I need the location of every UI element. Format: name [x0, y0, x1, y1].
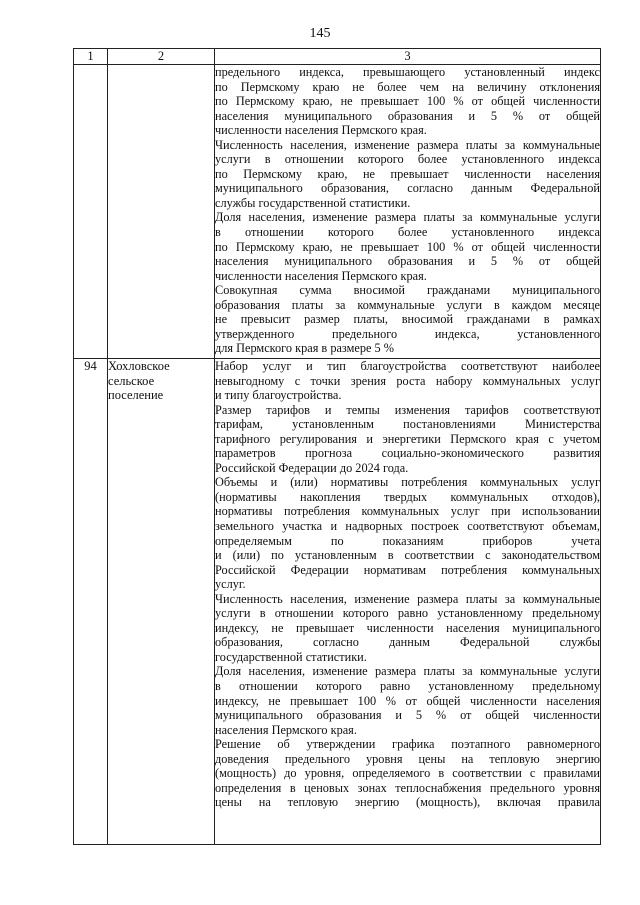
criteria-cell: [215, 359, 601, 845]
page-number: 145: [309, 26, 331, 41]
text-line: утвержденного предельного индекса, установленного: [215, 326, 600, 341]
text-line: и типу благоустройства.: [215, 388, 342, 403]
text-line: по Пермскому краю, не превышает численности населения: [215, 166, 600, 181]
text-line: образования платы за коммунальные услуги в каждом месяце: [215, 297, 600, 312]
column-header-2: 2: [108, 49, 215, 65]
text-line: не превысит размер платы, вносимой гражданами в рамках: [215, 312, 600, 327]
text-line: населения Пермского края.: [215, 722, 357, 737]
text-line: населения муниципального образования и 5 % от общей: [215, 254, 600, 269]
text-line: Набор услуг и тип благоустройства соответствуют наиболее: [215, 359, 600, 373]
text-line: Доля населения, изменение размера платы за коммунальные услуги: [215, 210, 600, 225]
text-line: Решение об утверждении графика поэтапного равномерного: [215, 737, 600, 752]
text-line: муниципального образования и 5 % от общей численности: [215, 708, 600, 723]
criteria-text: [215, 359, 600, 810]
text-line: в отношении которого равно установленному предельному: [215, 679, 600, 694]
column-header-1: 1: [74, 49, 108, 65]
text-line: услуги в отношении которого равно установленному предельному: [215, 606, 600, 621]
text-line: Размер тарифов и темпы изменения тарифов соответствуют: [215, 402, 600, 417]
text-line: образования, согласно данным Федеральной службы: [215, 635, 600, 650]
text-line: определения в ценовых зонах теплоснабжения предельного уровня: [215, 780, 600, 795]
text-line: (нормативы накопления твердых коммунальных отходов),: [215, 489, 600, 504]
text-line: земельного участка и надворных построек соответствуют объемам,: [215, 519, 600, 534]
table-header-row: [74, 49, 601, 65]
text-line: Российской Федерации до 2024 года.: [215, 460, 409, 475]
row-number-cell: 94: [74, 359, 108, 845]
text-line: государственной статистики.: [215, 649, 367, 664]
text-line: Численность населения, изменение размера платы за коммунальные: [215, 137, 600, 152]
text-line: цены на тепловую энергию (мощность), включая правила: [215, 795, 600, 810]
text-line: службы государственной статистики.: [215, 195, 411, 210]
municipality-name-line: поселение: [108, 388, 164, 403]
text-line: по Пермскому краю, не превышает 100 % от общей численности: [215, 239, 600, 254]
text-line: тарифного регулирования и энергетики Пермского края с учетом: [215, 431, 600, 446]
text-line: Российской Федерации нормативам потребления коммунальных: [215, 562, 600, 577]
text-line: индексу, не превышает 100 % от общей численности населения: [215, 693, 600, 708]
municipality-cell: [108, 65, 215, 359]
municipality-cell: [108, 359, 215, 845]
text-line: Доля населения, изменение размера платы за коммунальные услуги: [215, 664, 600, 679]
text-line: и (или) по установленным в соответствии с законодательством: [215, 548, 600, 563]
text-line: невыгодному с точки зрения роста набору коммунальных услуг: [215, 373, 600, 388]
municipality-name-line: сельское: [108, 373, 155, 388]
criteria-text: [215, 65, 600, 356]
criteria-cell: [215, 65, 601, 359]
text-line: по Пермскому краю, не превышает 100 % от общей численности: [215, 94, 600, 109]
text-line: тарифам, установленным постановлениями Министерства: [215, 417, 600, 432]
text-line: Совокупная сумма вносимой гражданами муниципального: [215, 283, 600, 298]
text-line: параметров прогноза социально-экономического развития: [215, 446, 600, 461]
text-line: численности населения Пермского края.: [215, 123, 427, 138]
text-line: предельного индекса, превышающего установленный индекс: [215, 65, 600, 79]
row-number-cell: [74, 65, 108, 359]
text-line: (мощность) до уровня, определяемого в соответствии с правилами: [215, 766, 600, 781]
table-row-continued: [74, 65, 601, 359]
text-line: индексу, не превышает численности населения муниципального: [215, 620, 600, 635]
text-line: по Пермскому краю не более чем на величину отклонения: [215, 79, 600, 94]
text-line: услуг.: [215, 577, 246, 592]
text-line: определяемым по показаниям приборов учета: [215, 533, 600, 548]
document-table: [73, 48, 601, 845]
table-row-94: [74, 359, 601, 845]
text-line: услуги в отношении которого более установленного индекса: [215, 152, 600, 167]
text-line: населения муниципального образования и 5 % от общей: [215, 108, 600, 123]
text-line: Объемы и (или) нормативы потребления коммунальных услуг: [215, 475, 600, 490]
text-line: в отношении которого более установленного индекса: [215, 225, 600, 240]
text-line: муниципального образования, согласно данным Федеральной: [215, 181, 600, 196]
municipality-name-line: Хохловское: [108, 359, 170, 373]
text-line: нормативы потребления коммунальных услуг при использовании: [215, 504, 600, 519]
column-header-3: 3: [215, 49, 601, 65]
text-line: доведения предельного уровня цены на тепловую энергию: [215, 751, 600, 766]
text-line: Численность населения, изменение размера платы за коммунальные: [215, 591, 600, 606]
text-line: численности населения Пермского края.: [215, 268, 427, 283]
text-line: для Пермского края в размере 5 %: [215, 341, 394, 356]
